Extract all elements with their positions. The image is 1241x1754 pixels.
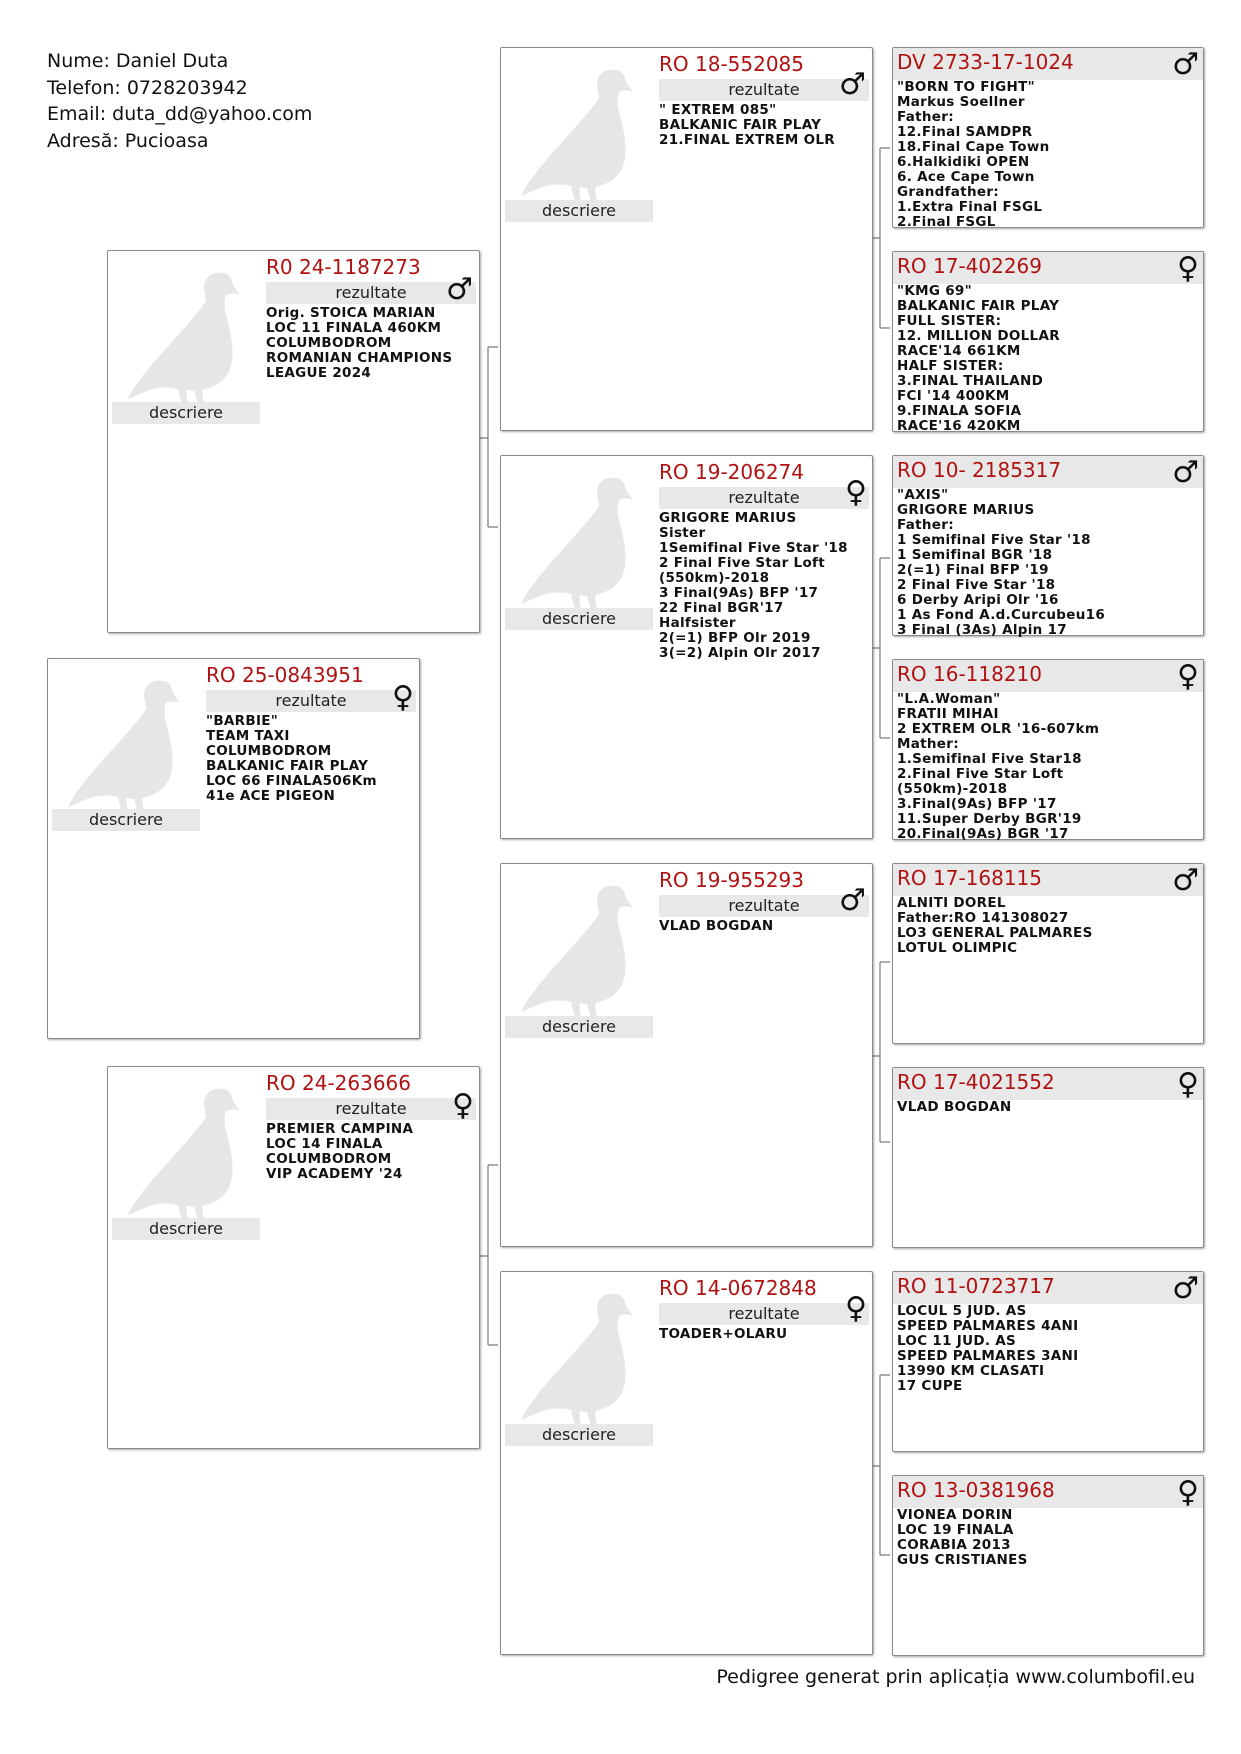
female-symbol-icon: ♀ [1177, 251, 1199, 286]
pigeon-notes [266, 306, 452, 381]
female-symbol-icon: ♀ [452, 1088, 474, 1123]
pedigree-card-ffm[interactable] [892, 251, 1204, 432]
note-line: Markus Soellner [897, 95, 1025, 110]
note-line: 1 Semifinal Five Star '18 [897, 533, 1091, 548]
pedigree-card-mmm[interactable] [892, 1475, 1204, 1656]
owner-email: Email: duta_dd@yahoo.com [47, 103, 313, 125]
note-line: LOC 11 JUD. AS [897, 1334, 1017, 1349]
note-line: 6. Ace Cape Town [897, 170, 1035, 185]
note-line: LEAGUE 2024 [266, 366, 372, 381]
results-button[interactable]: rezultate [206, 690, 416, 712]
pigeon-notes [659, 511, 848, 661]
note-line: Father:RO 141308027 [897, 911, 1069, 926]
note-line: Halfsister [659, 616, 736, 631]
note-line: LOTUL OLIMPIC [897, 941, 1018, 956]
note-line: Grandfather: [897, 185, 999, 200]
note-line: "BARBIE" [206, 714, 279, 729]
ring-number: DV 2733-17-1024 [897, 50, 1074, 74]
note-line: COLUMBODROM [206, 744, 332, 759]
note-line: BALKANIC FAIR PLAY [206, 759, 369, 774]
pigeon-notes [659, 1327, 787, 1342]
note-line: 2(=1) Final BFP '19 [897, 563, 1049, 578]
pedigree-card-ff[interactable] [500, 47, 873, 431]
note-line: 1 Semifinal BGR '18 [897, 548, 1053, 563]
pigeon-notes [897, 488, 1105, 638]
pigeon-silhouette-icon [511, 60, 661, 214]
owner-phone: Telefon: 0728203942 [47, 76, 248, 99]
ring-number: RO 10- 2185317 [897, 458, 1062, 482]
female-symbol-icon: ♀ [1177, 1475, 1199, 1510]
pedigree-card-mf[interactable] [500, 863, 873, 1247]
note-line: "KMG 69" [897, 284, 972, 299]
ring-number: RO 24-263666 [266, 1071, 412, 1095]
ring-number: R0 24-1187273 [266, 255, 421, 279]
note-line: LO3 GENERAL PALMARES [897, 926, 1093, 941]
pigeon-notes [266, 1122, 413, 1182]
note-line: " EXTREM 085" [659, 103, 777, 118]
note-line: LOC 19 FINALA [897, 1523, 1014, 1538]
note-line: 2(=1) BFP Olr 2019 [659, 631, 811, 646]
pedigree-card-mother[interactable] [107, 1066, 480, 1449]
female-symbol-icon: ♀ [1177, 659, 1199, 694]
note-line: Sister [659, 526, 706, 541]
pigeon-notes [659, 103, 835, 148]
note-line: BALKANIC FAIR PLAY [897, 299, 1060, 314]
ring-number: RO 19-955293 [659, 868, 805, 892]
pigeon-silhouette-icon [118, 263, 268, 417]
pedigree-card-mmf[interactable] [892, 1271, 1204, 1452]
note-line: ROMANIAN CHAMPIONS [266, 351, 453, 366]
ring-number: RO 14-0672848 [659, 1276, 817, 1300]
note-line: SPEED PALMARES 4ANI [897, 1319, 1079, 1334]
note-line: LOC 14 FINALA [266, 1137, 383, 1152]
results-button[interactable]: rezultate [659, 487, 869, 509]
note-line: 12.Final SAMDPR [897, 125, 1033, 140]
pigeon-notes [659, 919, 774, 934]
ring-number: RO 17-402269 [897, 254, 1043, 278]
pigeon-notes [897, 896, 1093, 956]
note-line: VLAD BOGDAN [659, 919, 774, 934]
note-line: 41e ACE PIGEON [206, 789, 336, 804]
note-line: 2 Final Five Star '18 [897, 578, 1056, 593]
male-symbol-icon: ♂ [839, 67, 866, 102]
pigeon-silhouette-icon [58, 671, 208, 825]
pedigree-card-fmf[interactable] [892, 455, 1204, 636]
note-line: VLAD BOGDAN [897, 1100, 1012, 1115]
note-line: 2 Final Five Star Loft [659, 556, 825, 571]
note-line: (550km)-2018 [897, 782, 1008, 797]
pedigree-card-fm[interactable] [500, 455, 873, 839]
note-line: 1.Extra Final FSGL [897, 200, 1043, 215]
results-button[interactable]: rezultate [659, 1303, 869, 1325]
description-button[interactable]: descriere [505, 608, 653, 630]
note-line: Orig. STOICA MARIAN [266, 306, 436, 321]
ring-number: RO 18-552085 [659, 52, 805, 76]
note-line: (550km)-2018 [659, 571, 770, 586]
pigeon-silhouette-icon [511, 468, 661, 622]
pigeon-notes [897, 284, 1060, 434]
note-line: RACE'14 661KM [897, 344, 1021, 359]
male-symbol-icon: ♂ [1172, 1271, 1199, 1306]
note-line: 21.FINAL EXTREM OLR [659, 133, 835, 148]
note-line: 18.Final Cape Town [897, 140, 1050, 155]
note-line: COLUMBODROM [266, 1152, 392, 1167]
pigeon-silhouette-icon [511, 876, 661, 1030]
pedigree-card-mm[interactable] [500, 1271, 873, 1655]
note-line: 3 Final (3As) Alpin 17 [897, 623, 1067, 638]
note-line: 1.Semifinal Five Star18 [897, 752, 1082, 767]
note-line: Father: [897, 110, 954, 125]
note-line: LOCUL 5 JUD. AS [897, 1304, 1027, 1319]
note-line: VIONEA DORIN [897, 1508, 1013, 1523]
description-button[interactable]: descriere [505, 1424, 653, 1446]
male-symbol-icon: ♂ [1172, 455, 1199, 490]
note-line: PREMIER CAMPINA [266, 1122, 414, 1137]
note-line: 3(=2) Alpin Olr 2017 [659, 646, 821, 661]
note-line: GRIGORE MARIUS [897, 503, 1035, 518]
note-line: Father: [897, 518, 954, 533]
note-line: TEAM TAXI [206, 729, 290, 744]
note-line: GRIGORE MARIUS [659, 511, 797, 526]
results-button[interactable]: rezultate [659, 79, 869, 101]
note-line: 1 As Fond A.d.Curcubeu16 [897, 608, 1106, 623]
pigeon-notes [897, 80, 1050, 230]
note-line: FRATII MIHAI [897, 707, 999, 722]
male-symbol-icon: ♂ [1172, 863, 1199, 898]
male-symbol-icon: ♂ [446, 272, 473, 307]
pigeon-notes [897, 1100, 1012, 1115]
female-symbol-icon: ♀ [845, 475, 867, 510]
description-button[interactable]: descriere [112, 1218, 260, 1240]
note-line: COLUMBODROM [266, 336, 392, 351]
description-button[interactable]: descriere [112, 402, 260, 424]
pedigree-card-mfm[interactable] [892, 1067, 1204, 1248]
ring-number: RO 25-0843951 [206, 663, 364, 687]
note-line: GUS CRISTIANES [897, 1553, 1028, 1568]
results-button[interactable]: rezultate [266, 282, 476, 304]
description-button[interactable]: descriere [505, 1016, 653, 1038]
male-symbol-icon: ♂ [1172, 47, 1199, 82]
pigeon-notes [897, 1304, 1078, 1394]
note-line: SPEED PALMARES 3ANI [897, 1349, 1079, 1364]
ring-number: RO 16-118210 [897, 662, 1043, 686]
note-line: LOC 66 FINALA506Km [206, 774, 377, 789]
female-symbol-icon: ♀ [845, 1291, 867, 1326]
note-line: "AXIS" [897, 488, 949, 503]
note-line: 9.FINALA SOFIA [897, 404, 1022, 419]
note-line: 20.Final(9As) BGR '17 [897, 827, 1069, 842]
note-line: "BORN TO FIGHT" [897, 80, 1035, 95]
note-line: 13990 KM CLASATI [897, 1364, 1045, 1379]
note-line: "L.A.Woman" [897, 692, 1001, 707]
ring-number: RO 11-0723717 [897, 1274, 1055, 1298]
note-line: 3 Final(9As) BFP '17 [659, 586, 819, 601]
note-line: 22 Final BGR'17 [659, 601, 784, 616]
note-line: CORABIA 2013 [897, 1538, 1011, 1553]
owner-name: Nume: Daniel Duta [47, 50, 229, 72]
pigeon-silhouette-icon [118, 1079, 268, 1233]
pigeon-notes [206, 714, 377, 804]
note-line: FULL SISTER: [897, 314, 1002, 329]
owner-address: Adresă: Pucioasa [47, 129, 209, 152]
note-line: TOADER+OLARU [659, 1327, 788, 1342]
note-line: VIP ACADEMY '24 [266, 1167, 403, 1182]
female-symbol-icon: ♀ [1177, 1067, 1199, 1102]
note-line: 2.Final Five Star Loft [897, 767, 1064, 782]
female-symbol-icon: ♀ [392, 680, 414, 715]
note-line: 6.Halkidiki OPEN [897, 155, 1030, 170]
results-button[interactable]: rezultate [266, 1098, 476, 1120]
note-line: 2.Final FSGL [897, 215, 996, 230]
pigeon-notes [897, 1508, 1028, 1568]
note-line: 1Semifinal Five Star '18 [659, 541, 848, 556]
pedigree-card-father[interactable] [107, 250, 480, 633]
pedigree-card-fmm[interactable] [892, 659, 1204, 840]
pedigree-card-subject[interactable] [47, 658, 420, 1039]
ring-number: RO 13-0381968 [897, 1478, 1055, 1502]
note-line: 3.Final(9As) BFP '17 [897, 797, 1057, 812]
ring-number: RO 19-206274 [659, 460, 805, 484]
note-line: ALNITI DOREL [897, 896, 1006, 911]
pedigree-card-fff[interactable] [892, 47, 1204, 228]
note-line: BALKANIC FAIR PLAY [659, 118, 822, 133]
footer-credit: Pedigree generat prin aplicația www.columbofil.eu [716, 1666, 1195, 1688]
description-button[interactable]: descriere [52, 809, 200, 831]
note-line: 2 EXTREM OLR '16-607km [897, 722, 1100, 737]
pigeon-silhouette-icon [511, 1284, 661, 1438]
note-line: Mather: [897, 737, 959, 752]
note-line: 6 Derby Aripi Olr '16 [897, 593, 1059, 608]
pigeon-notes [897, 692, 1099, 842]
note-line: LOC 11 FINALA 460KM [266, 321, 442, 336]
note-line: 3.FINAL THAILAND [897, 374, 1044, 389]
ring-number: RO 17-4021552 [897, 1070, 1055, 1094]
note-line: 12. MILLION DOLLAR [897, 329, 1060, 344]
note-line: 17 CUPE [897, 1379, 963, 1394]
ring-number: RO 17-168115 [897, 866, 1043, 890]
results-button[interactable]: rezultate [659, 895, 869, 917]
note-line: 11.Super Derby BGR'19 [897, 812, 1082, 827]
note-line: RACE'16 420KM [897, 419, 1021, 434]
note-line: FCI '14 400KM [897, 389, 1010, 404]
note-line: HALF SISTER: [897, 359, 1004, 374]
pedigree-card-mff[interactable] [892, 863, 1204, 1044]
male-symbol-icon: ♂ [839, 883, 866, 918]
description-button[interactable]: descriere [505, 200, 653, 222]
